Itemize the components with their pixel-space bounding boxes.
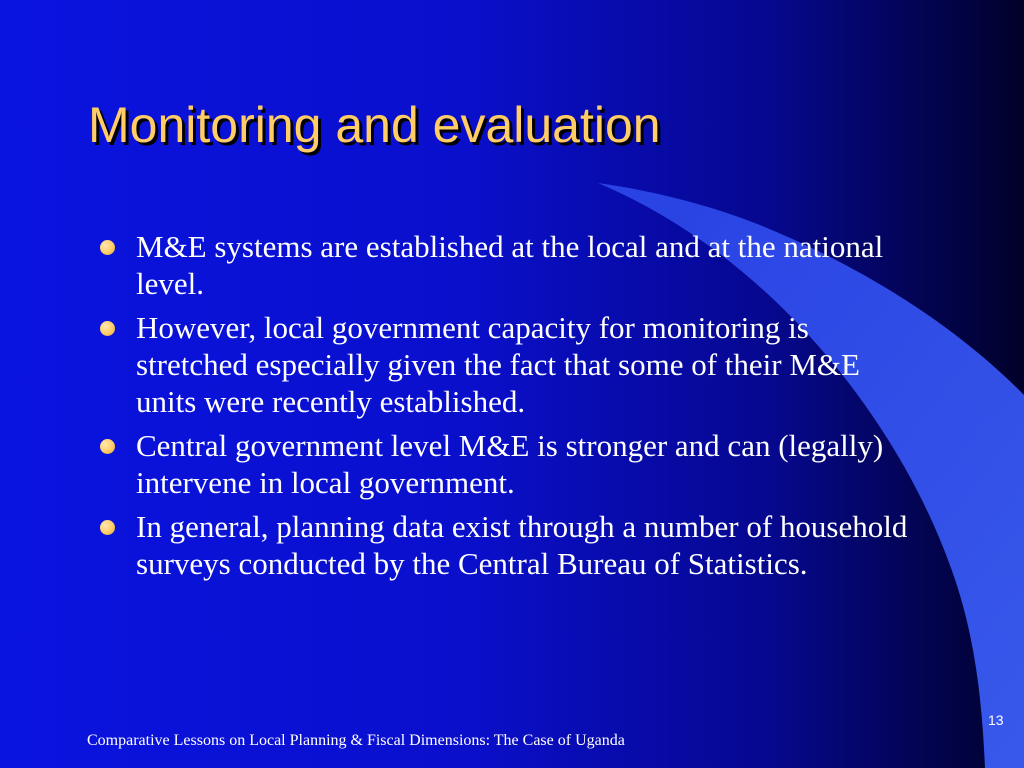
page-number: 13 xyxy=(988,712,1004,728)
bullet-item xyxy=(100,508,920,582)
bullet-item xyxy=(100,228,920,302)
bullet-text: However, local government capacity for monitoring is stretched especially given the fact that some of their M&E units were recently established. xyxy=(136,310,860,419)
bullet-text: In general, planning data exist through a number of household surveys conducted by the Central Bureau of Statistics. xyxy=(136,509,908,581)
bullet-dot-icon xyxy=(100,321,115,336)
bullet-dot-icon xyxy=(100,439,115,454)
bullet-item xyxy=(100,427,920,501)
bullet-item xyxy=(100,309,920,420)
bullet-text: Central government level M&E is stronger and can (legally) intervene in local government. xyxy=(136,428,884,500)
slide-title: Monitoring and evaluation xyxy=(88,97,661,153)
slide-footer: Comparative Lessons on Local Planning & Fiscal Dimensions: The Case of Uganda xyxy=(87,732,625,749)
bullet-list xyxy=(100,228,920,589)
bullet-dot-icon xyxy=(100,520,115,535)
bullet-text: M&E systems are established at the local and at the national level. xyxy=(136,229,884,301)
bullet-dot-icon xyxy=(100,240,115,255)
